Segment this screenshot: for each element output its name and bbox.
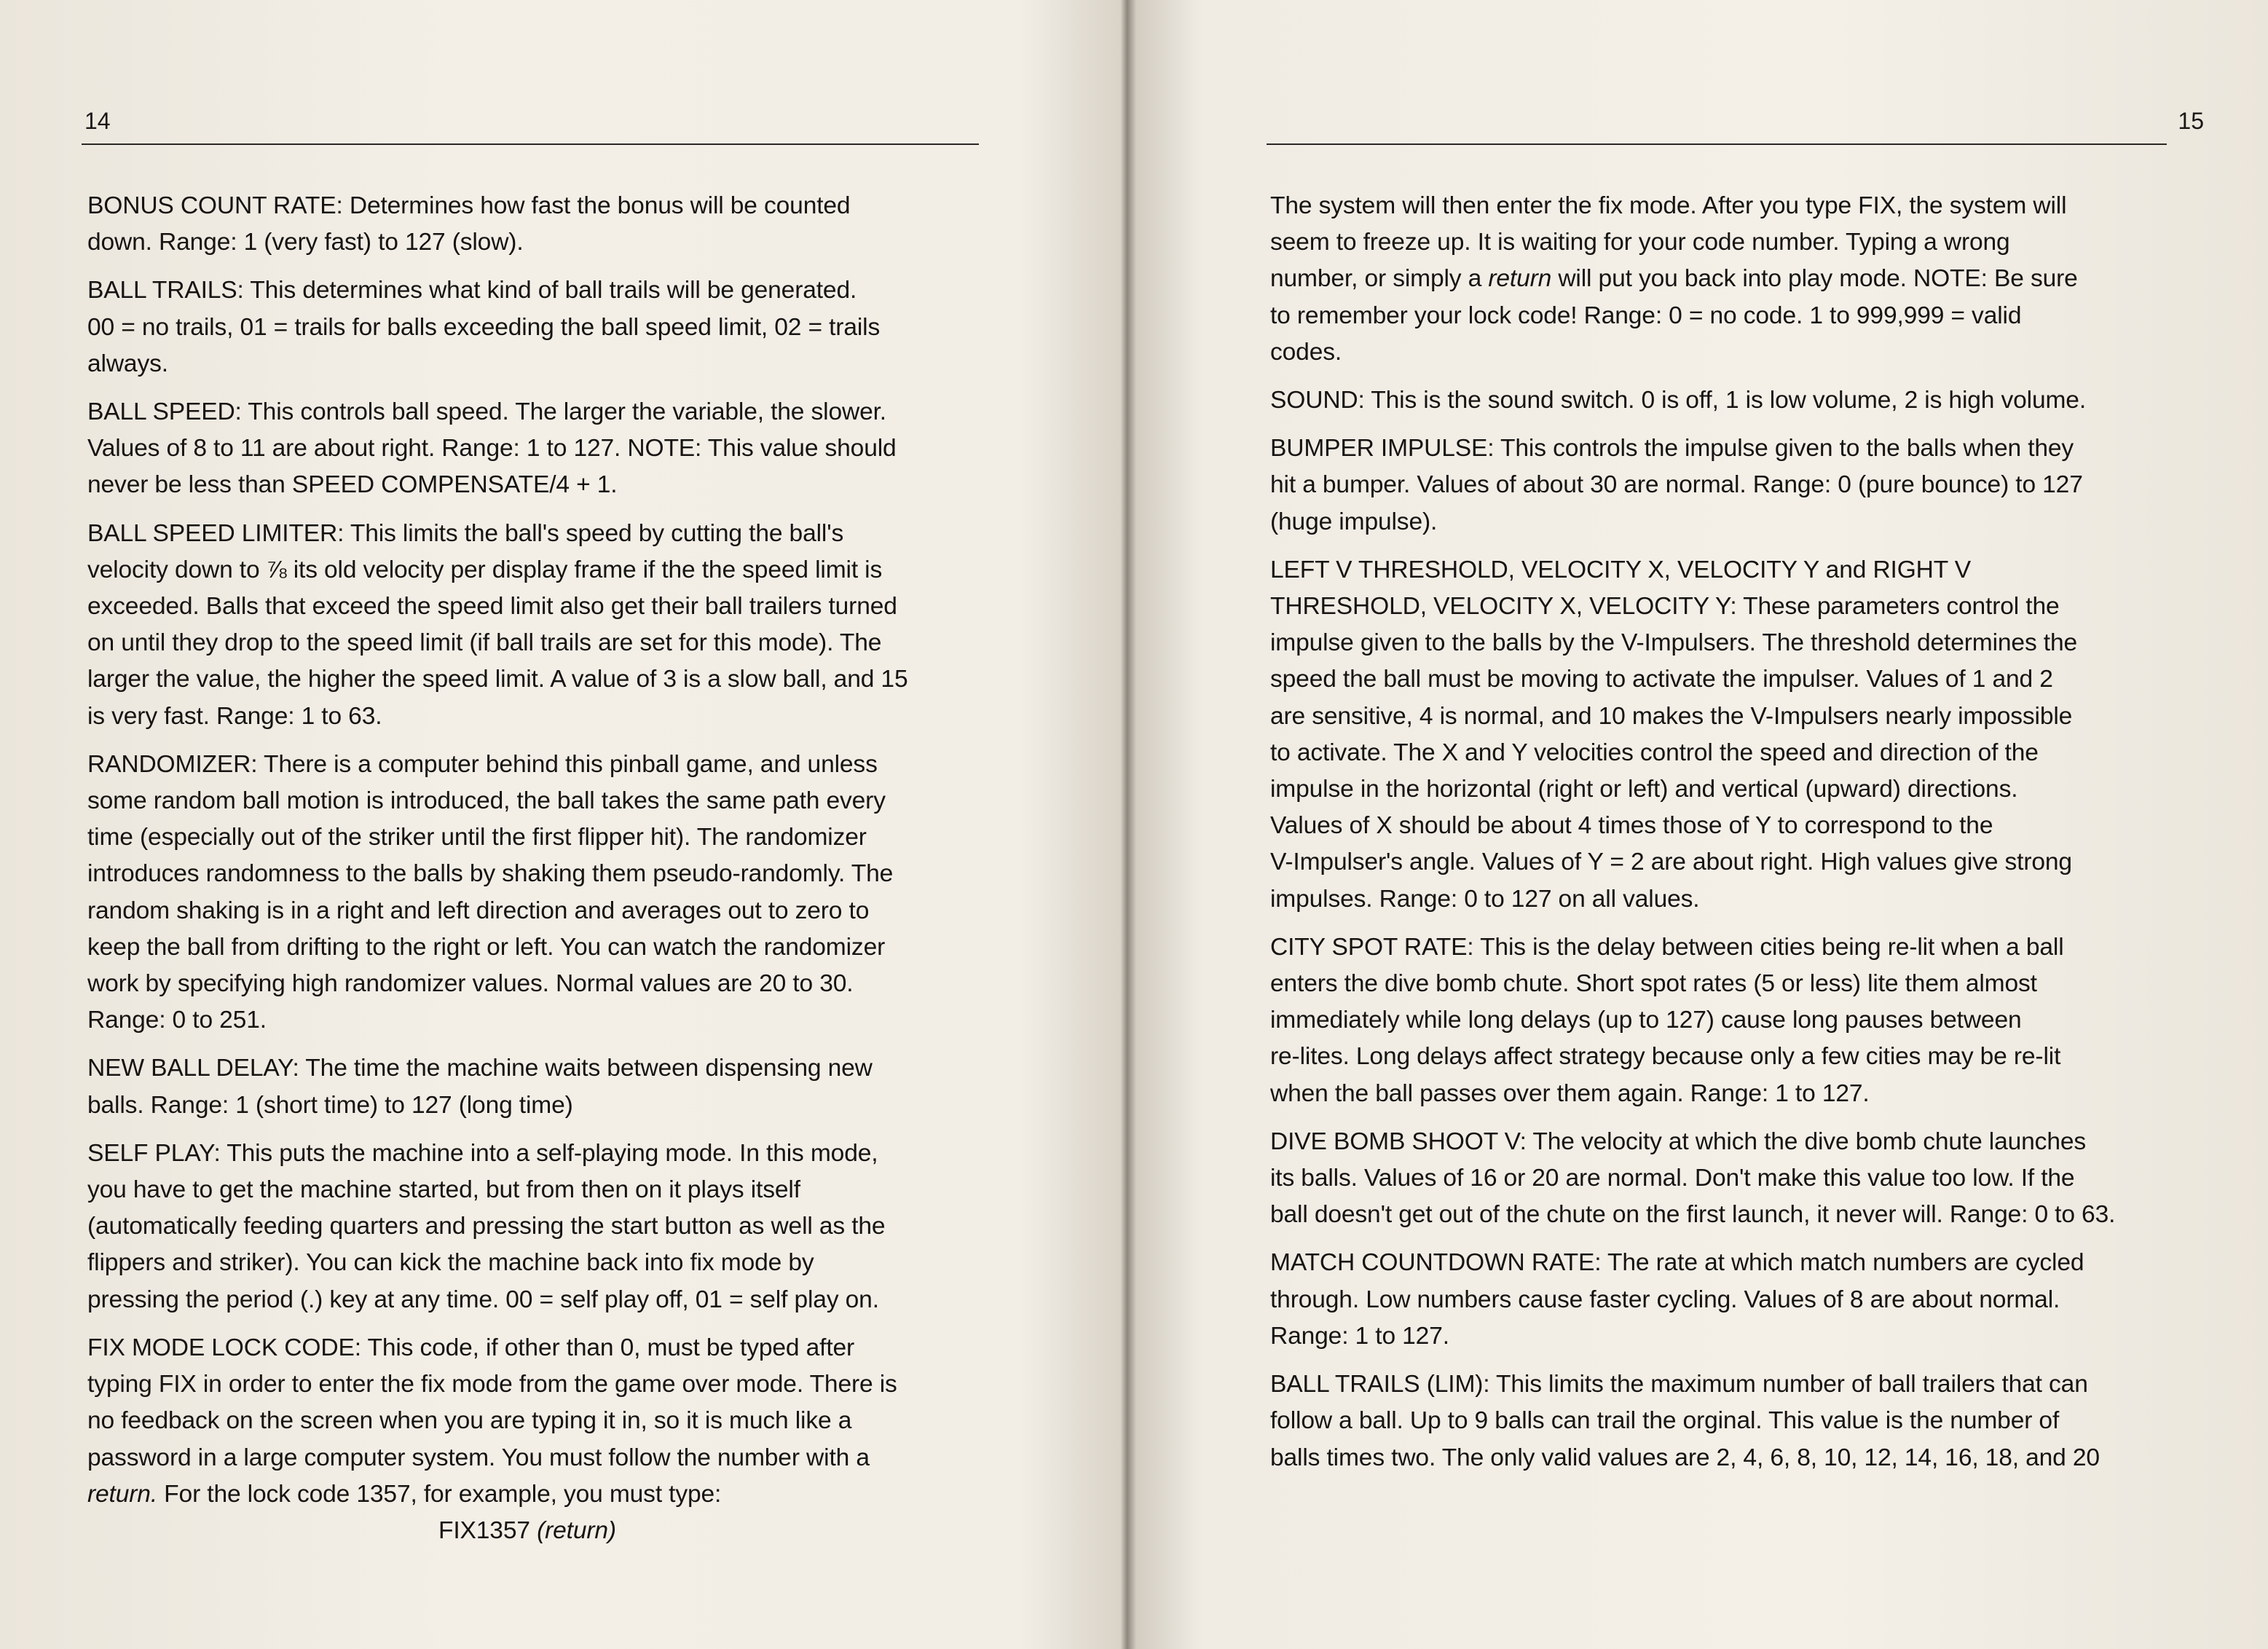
paragraph-city-spot-rate [1270, 929, 2167, 1112]
text-line: (huge impulse). [1270, 508, 1438, 535]
text-line: exceeded. Balls that exceed the speed limit also get their ball trailers turned [87, 593, 897, 621]
header-rule [1267, 143, 2167, 145]
text-line: THRESHOLD, VELOCITY X, VELOCITY Y: These parameters control the [1270, 593, 2060, 621]
text-line: LEFT V THRESHOLD, VELOCITY X, VELOCITY Y and RIGHT V [1270, 556, 1971, 583]
text-span: For the lock code 1357, for example, you must type: [157, 1480, 722, 1508]
text-line: to remember your lock code! Range: 0 = no code. 1 to 999,999 = valid [1270, 302, 2022, 329]
paragraph-ball-trails-lim [1270, 1366, 2167, 1476]
right-page [1126, 0, 2268, 1649]
header-rule [82, 143, 979, 145]
text-line: through. Low numbers cause faster cycling. Values of 8 are about normal. [1270, 1286, 2060, 1313]
paragraph-fix-mode-intro [1270, 188, 2167, 371]
text-line: password in a large computer system. You must follow the number with a [87, 1444, 870, 1471]
paragraph-match-countdown-rate [1270, 1245, 2167, 1355]
text-line: is very fast. Range: 1 to 63. [87, 702, 382, 730]
text-line: work by specifying high randomizer values. Normal values are 20 to 30. [87, 970, 854, 998]
text-line: hit a bumper. Values of about 30 are normal. Range: 0 (pure bounce) to 127 [1270, 471, 2083, 499]
text-line: keep the ball from drifting to the right or left. You can watch the randomizer [87, 933, 886, 961]
paragraph-v-threshold [1270, 552, 2167, 918]
text-line: Range: 0 to 251. [87, 1007, 267, 1034]
paragraph-ball-trails [87, 272, 983, 382]
text-line: follow a ball. Up to 9 balls can trail the orginal. This value is the number of [1270, 1407, 2060, 1435]
paragraph-bumper-impulse [1270, 430, 2167, 540]
paragraph-sound [1270, 382, 2167, 419]
text-line: you have to get the machine started, but from then on it plays itself [87, 1176, 800, 1204]
text-line: BUMPER IMPULSE: This controls the impulse given to the balls when they [1270, 435, 2074, 463]
text-line [1270, 261, 2167, 297]
text-line: down. Range: 1 (very fast) to 127 (slow). [87, 229, 524, 256]
text-line: speed the ball must be moving to activate the impulser. Values of 1 and 2 [1270, 666, 2053, 693]
text-line: always. [87, 350, 168, 377]
text-line: time (especially out of the striker until the first flipper hit). The randomizer [87, 824, 867, 851]
text-line: introduces randomness to the balls by shaking them pseudo-randomly. The [87, 860, 894, 888]
text-line: ball doesn't get out of the chute on the first launch, it never will. Range: 0 to 63. [1270, 1201, 2116, 1229]
text-line: CITY SPOT RATE: This is the delay between cities being re-lit when a ball [1270, 933, 2064, 961]
text-line: pressing the period (.) key at any time. 00 = self play off, 01 = self play on. [87, 1286, 879, 1313]
text-line: seem to freeze up. It is waiting for your code number. Typing a wrong [1270, 229, 2010, 256]
text-line: The system will then enter the fix mode. After you type FIX, the system will [1270, 192, 2067, 219]
text-span: number, or simply a [1270, 265, 1489, 293]
body-text [87, 188, 983, 1561]
text-line: no feedback on the screen when you are typing it in, so it is much like a [87, 1407, 852, 1435]
text-line: larger the value, the higher the speed limit. A value of 3 is a slow ball, and 15 [87, 666, 908, 693]
page-number: 15 [2178, 108, 2204, 134]
text-line: some random ball motion is introduced, the ball takes the same path every [87, 787, 886, 815]
text-line: are sensitive, 4 is normal, and 10 makes the V-Impulsers nearly impossible [1270, 702, 2073, 730]
text-line: impulse in the horizontal (right or left) and vertical (upward) directions. [1270, 776, 2018, 803]
text-line: Range: 1 to 127. [1270, 1322, 1449, 1350]
text-line: balls times two. The only valid values are 2, 4, 6, 8, 10, 12, 14, 16, 18, and 20 [1270, 1444, 2100, 1471]
text-line: balls. Range: 1 (short time) to 127 (long time) [87, 1091, 573, 1119]
paragraph-randomizer [87, 747, 983, 1039]
text-line: NEW BALL DELAY: The time the machine waits between dispensing new [87, 1055, 873, 1082]
text-line: immediately while long delays (up to 127) cause long pauses between [1270, 1007, 2022, 1034]
paragraph-fix-mode-lock-code [87, 1330, 983, 1549]
text-line: FIX MODE LOCK CODE: This code, if other than 0, must be typed after [87, 1334, 855, 1361]
paragraph-ball-speed [87, 394, 983, 504]
page-number: 14 [84, 108, 111, 134]
text-line [87, 1476, 983, 1513]
paragraph-bonus-count-rate [87, 188, 983, 261]
command-example [87, 1513, 983, 1549]
emphasis-return: return. [87, 1480, 157, 1508]
text-line: Values of X should be about 4 times those of Y to correspond to the [1270, 812, 1993, 840]
text-line: impulse given to the balls by the V-Impulsers. The threshold determines the [1270, 629, 2077, 657]
text-line: V-Impulser's angle. Values of Y = 2 are about right. High values give strong [1270, 849, 2072, 876]
emphasis-return: (return) [537, 1516, 616, 1544]
text-line: its balls. Values of 16 or 20 are normal. Don't make this value too low. If the [1270, 1165, 2075, 1192]
text-line: (automatically feeding quarters and pressing the start button as well as the [87, 1213, 886, 1240]
text-line: BALL SPEED: This controls ball speed. The larger the variable, the slower. [87, 398, 886, 426]
text-line: enters the dive bomb chute. Short spot rates (5 or less) lite them almost [1270, 970, 2037, 998]
text-line: when the ball passes over them again. Range: 1 to 127. [1270, 1079, 1870, 1107]
text-line: typing FIX in order to enter the fix mode from the game over mode. There is [87, 1371, 897, 1398]
text-line: on until they drop to the speed limit (if ball trails are set for this mode). The [87, 629, 882, 657]
text-line: DIVE BOMB SHOOT V: The velocity at which the dive bomb chute launches [1270, 1127, 2087, 1155]
text-line: re-lites. Long delays affect strategy because only a few cities may be re-lit [1270, 1043, 2061, 1071]
emphasis-return: return [1488, 265, 1552, 293]
text-line: MATCH COUNTDOWN RATE: The rate at which match numbers are cycled [1270, 1249, 2084, 1277]
paragraph-self-play [87, 1136, 983, 1318]
text-line: flippers and striker). You can kick the machine back into fix mode by [87, 1249, 814, 1277]
text-line: velocity down to ⅞ its old velocity per display frame if the the speed limit is [87, 556, 883, 583]
left-page [0, 0, 1126, 1649]
text-line: BALL SPEED LIMITER: This limits the ball's speed by cutting the ball's [87, 519, 844, 547]
text-line: SELF PLAY: This puts the machine into a self-playing mode. In this mode, [87, 1139, 878, 1167]
text-line: SOUND: This is the sound switch. 0 is off, 1 is low volume, 2 is high volume. [1270, 387, 2087, 414]
text-line: BONUS COUNT RATE: Determines how fast the bonus will be counted [87, 192, 851, 219]
paragraph-dive-bomb-shoot-v [1270, 1124, 2167, 1234]
text-line: 00 = no trails, 01 = trails for balls exceeding the ball speed limit, 02 = trails [87, 313, 881, 341]
text-line: codes. [1270, 338, 1342, 366]
text-line: RANDOMIZER: There is a computer behind this pinball game, and unless [87, 750, 878, 778]
text-line: BALL TRAILS (LIM): This limits the maximum number of ball trailers that can [1270, 1371, 2088, 1398]
text-line: impulses. Range: 0 to 127 on all values. [1270, 885, 1700, 913]
text-line: random shaking is in a right and left direction and averages out to zero to [87, 897, 870, 924]
text-line: BALL TRAILS: This determines what kind of ball trails will be generated. [87, 277, 857, 304]
command-text: FIX1357 [438, 1516, 538, 1544]
text-line: to activate. The X and Y velocities control the speed and direction of the [1270, 739, 2039, 766]
text-span: will put you back into play mode. NOTE: Be sure [1551, 265, 2078, 293]
paragraph-new-ball-delay [87, 1050, 983, 1123]
body-text [1270, 188, 2167, 1488]
text-line: Values of 8 to 11 are about right. Range: 1 to 127. NOTE: This value should [87, 435, 897, 463]
text-line: never be less than SPEED COMPENSATE/4 + 1. [87, 471, 618, 499]
paragraph-ball-speed-limiter [87, 516, 983, 735]
